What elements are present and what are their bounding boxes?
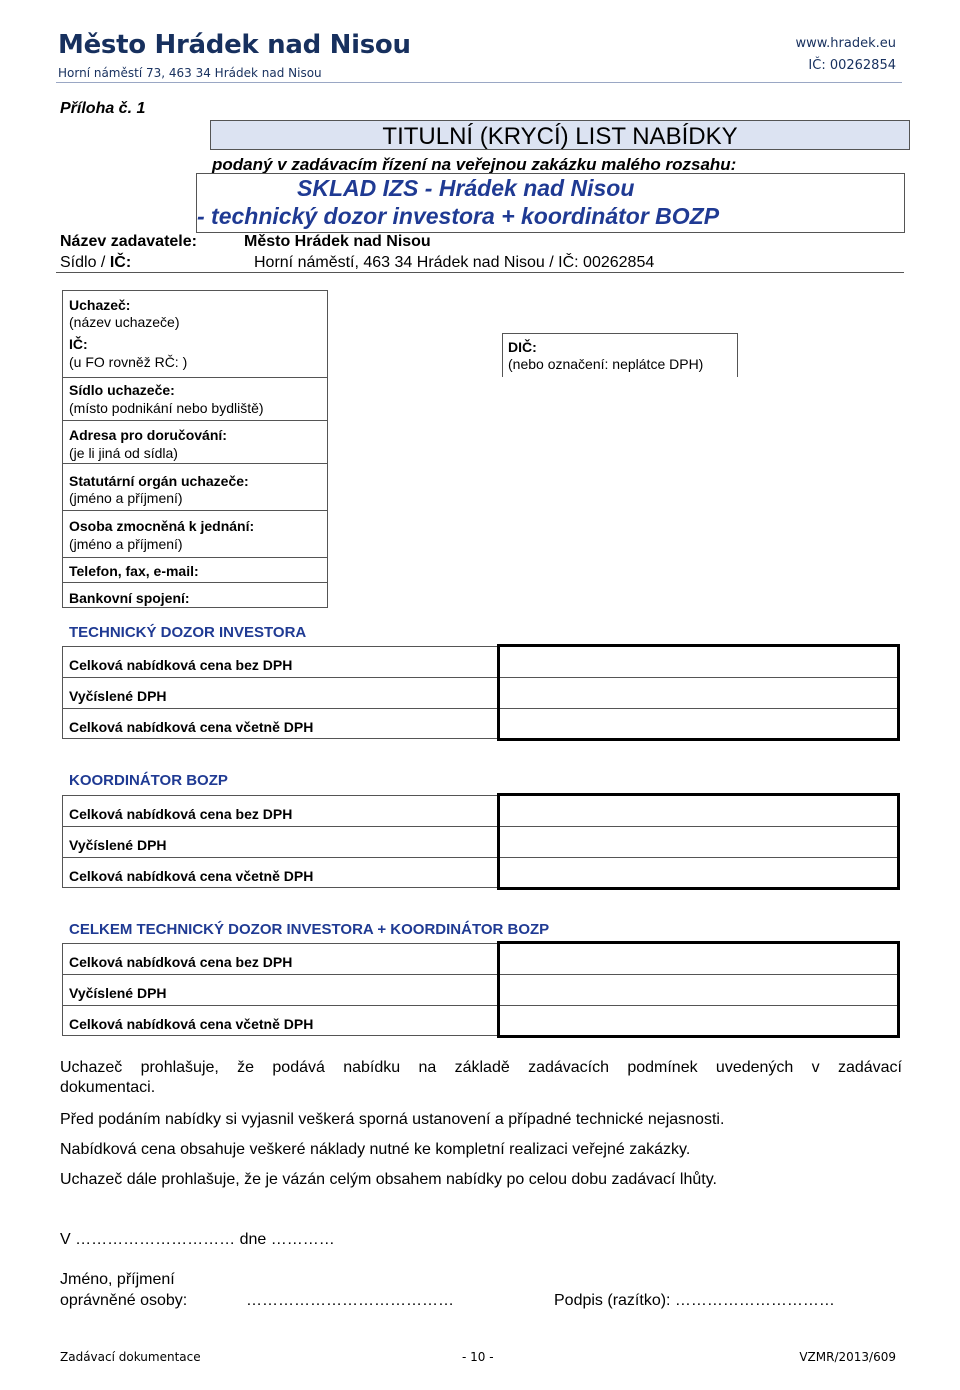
sidlo-hint: (místo podnikání nebo bydliště) bbox=[69, 400, 264, 416]
osoba-hint: (jméno a příjmení) bbox=[69, 536, 183, 552]
project-name-line1: SKLAD IZS - Hrádek nad Nisou bbox=[297, 175, 635, 201]
dic-hint: (nebo označení: neplátce DPH) bbox=[508, 356, 704, 372]
name-label-line2: oprávněné osoby: bbox=[60, 1292, 188, 1309]
form-subtitle: podaný v zadávacím řízení na veřejnou zakázku malého rozsahu: bbox=[212, 155, 737, 174]
footer-right: VZMR/2013/609 bbox=[799, 1350, 896, 1364]
website-link[interactable]: www.hradek.eu bbox=[795, 36, 896, 51]
project-name-line2: - technický dozor investora + koordinátor BOZP bbox=[197, 203, 720, 229]
seat-label-bold: IČ: bbox=[109, 254, 132, 271]
section-heading-total: CELKEM TECHNICKÝ DOZOR INVESTORA + KOORDINÁTOR BOZP bbox=[69, 921, 550, 938]
city-ic: IČ: 00262854 bbox=[808, 58, 896, 73]
attachment-label: Příloha č. 1 bbox=[60, 100, 146, 117]
section-heading-bozp: KOORDINÁTOR BOZP bbox=[69, 772, 228, 789]
contracting-seat-value: Horní náměstí, 463 34 Hrádek nad Nisou / IČ: 00262854 bbox=[254, 254, 655, 271]
adresa-hint: (je li jiná od sídla) bbox=[69, 445, 178, 461]
place-date-line: V ………………………… dne ………… bbox=[60, 1231, 335, 1248]
ic-hint: (u FO rovněž RČ: ) bbox=[69, 354, 188, 370]
tdi-price-excl-vat-label: Celková nabídková cena bez DPH bbox=[69, 657, 293, 673]
form-title-box bbox=[210, 120, 910, 150]
contracting-seat-label bbox=[60, 254, 131, 272]
uchazec-label: Uchazeč: bbox=[69, 297, 131, 313]
declaration-1-line1: Uchazeč prohlašuje, že podává nabídku na základě zadávacích podmínek uvedených v zadávací bbox=[60, 1059, 902, 1076]
header-divider bbox=[56, 82, 902, 83]
declaration-2: Před podáním nabídky si vyjasnil veškerá sporná ustanovení a případné technické nejasnosti. bbox=[60, 1111, 725, 1128]
contracting-divider bbox=[56, 272, 904, 273]
declaration-1-line2: dokumentaci. bbox=[60, 1079, 156, 1096]
name-label-line1: Jméno, příjmení bbox=[60, 1271, 175, 1288]
adresa-label: Adresa pro doručování: bbox=[69, 427, 227, 443]
total-price-excl-vat-label: Celková nabídková cena bez DPH bbox=[69, 954, 293, 970]
sidlo-label: Sídlo uchazeče: bbox=[69, 382, 175, 398]
section-heading-tdi: TECHNICKÝ DOZOR INVESTORA bbox=[69, 624, 307, 641]
osoba-label: Osoba zmocněná k jednání: bbox=[69, 518, 255, 534]
bank-label: Bankovní spojení: bbox=[69, 590, 190, 606]
bozp-price-excl-vat-label: Celková nabídková cena bez DPH bbox=[69, 806, 293, 822]
contracting-name-label: Název zadavatele: bbox=[60, 233, 197, 250]
seat-label-plain: Sídlo / bbox=[60, 254, 110, 271]
total-vat-label: Vyčíslené DPH bbox=[69, 985, 167, 1001]
bozp-price-incl-vat-label: Celková nabídková cena včetně DPH bbox=[69, 868, 314, 884]
statutar-label: Statutární orgán uchazeče: bbox=[69, 473, 249, 489]
ic-label: IČ: bbox=[69, 336, 88, 352]
statutar-hint: (jméno a příjmení) bbox=[69, 490, 183, 506]
signature-label: Podpis (razítko): ………………………… bbox=[554, 1292, 835, 1309]
declaration-3: Nabídková cena obsahuje veškeré náklady nutné ke kompletní realizaci veřejné zakázky. bbox=[60, 1141, 691, 1158]
page-number: - 10 - bbox=[462, 1350, 494, 1364]
tdi-price-incl-vat-label: Celková nabídková cena včetně DPH bbox=[69, 719, 314, 735]
footer-left: Zadávací dokumentace bbox=[60, 1350, 201, 1364]
tdi-vat-label: Vyčíslené DPH bbox=[69, 688, 167, 704]
contracting-name-value: Město Hrádek nad Nisou bbox=[244, 233, 431, 250]
uchazec-hint: (název uchazeče) bbox=[69, 314, 180, 330]
telefon-label: Telefon, fax, e-mail: bbox=[69, 563, 199, 579]
name-dots: ………………………………… bbox=[246, 1292, 454, 1309]
bozp-vat-label: Vyčíslené DPH bbox=[69, 837, 167, 853]
dic-label: DIČ: bbox=[508, 339, 537, 355]
total-price-incl-vat-label: Celková nabídková cena včetně DPH bbox=[69, 1016, 314, 1032]
city-title: Město Hrádek nad Nisou bbox=[58, 30, 411, 60]
city-address: Horní náměstí 73, 463 34 Hrádek nad Nisou bbox=[58, 66, 322, 80]
declaration-4: Uchazeč dále prohlašuje, že je vázán celým obsahem nabídky po celou dobu zadávací lhůty. bbox=[60, 1171, 717, 1188]
form-title: TITULNÍ (KRYCÍ) LIST NABÍDKY bbox=[382, 123, 738, 150]
